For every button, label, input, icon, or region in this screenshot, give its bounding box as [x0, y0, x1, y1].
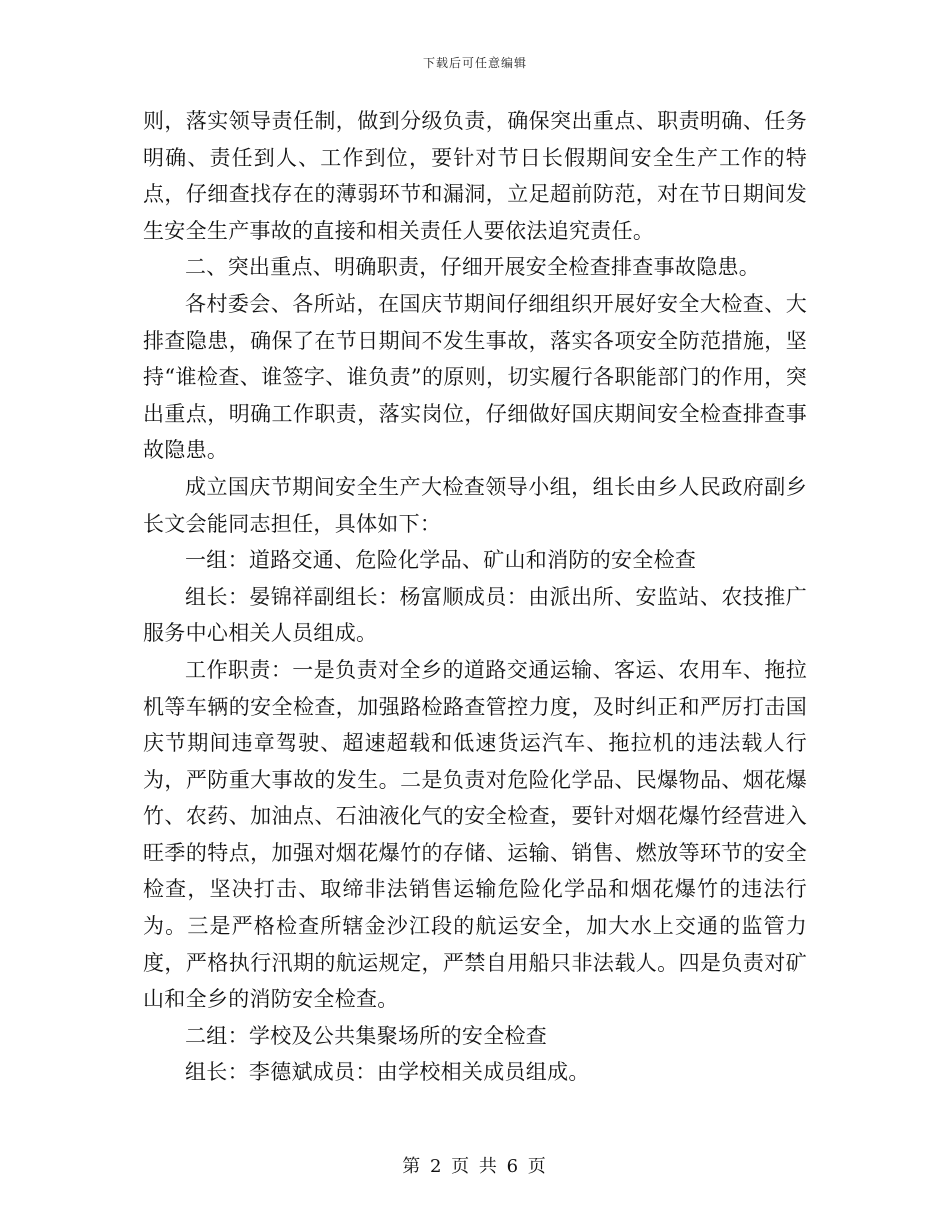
paragraph-inspection: 各村委会、各所站，在国庆节期间仔细组织开展好安全大检查、大排查隐患，确保了在节日期间不发生事故，落实各项安全防范措施，坚持“谁检查、谁签字、谁负责”的原则，切实履行各职能部门的作用，突出重点，明确工作职责，落实岗位，仔细做好国庆期间安全检查排查事故隐患。 — [143, 291, 807, 463]
group-2-title: 二组：学校及公共集聚场所的安全检查 — [185, 1023, 548, 1048]
group-2-members: 组长：李德斌成员：由学校相关成员组成。 — [185, 1060, 590, 1085]
header-note: 下载后可任意编辑 — [422, 56, 527, 70]
group-1-duties: 工作职责：一是负责对全乡的道路交通运输、客运、农用车、拖拉机等车辆的安全检查，加强路检路查管控力度，及时纠正和严厉打击国庆节期间违章驾驶、超速超载和低速货运汽车、拖拉机的违法载人行为，严防重大事故的发生。二是负责对危险化学品、民爆物品、烟花爆竹、农药、加油点、石油液化气的安全检查，要针对烟花爆竹经营进入旺季的特点，加强对烟花爆竹的存储、运输、销售、燃放等环节的安全检查，坚决打击、取缔非法销售运输危险化学品和烟花爆竹的违法行为。三是严格检查所辖金沙江段的航运安全，加大水上交通的监管力度，严格执行汛期的航运规定，严禁自用船只非法载人。四是负责对矿山和全乡的消防安全检查。 — [143, 657, 807, 1012]
page-number: 第 2 页 共 6 页 — [402, 1156, 548, 1177]
document-body — [143, 103, 807, 1091]
group-1-members: 组长：晏锦祥副组长：杨富顺成员：由派出所、安监站、农技推广服务中心相关人员组成。 — [143, 584, 807, 646]
section-heading-2: 二、突出重点、明确职责，仔细开展安全检查排查事故隐患。 — [185, 255, 761, 280]
paragraph-leadership-group: 成立国庆节期间安全生产大检查领导小组，组长由乡人民政府副乡长文会能同志担任，具体如下： — [143, 474, 807, 536]
group-1-title: 一组：道路交通、危险化学品、矿山和消防的安全检查 — [185, 548, 697, 573]
paragraph-continuation: 则，落实领导责任制，做到分级负责，确保突出重点、职责明确、任务明确、责任到人、工作到位，要针对节日长假期间安全生产工作的特点，仔细查找存在的薄弱环节和漏洞，立足超前防范，对在节日期间发生安全生产事故的直接和相关责任人要依法追究责任。 — [143, 109, 807, 243]
